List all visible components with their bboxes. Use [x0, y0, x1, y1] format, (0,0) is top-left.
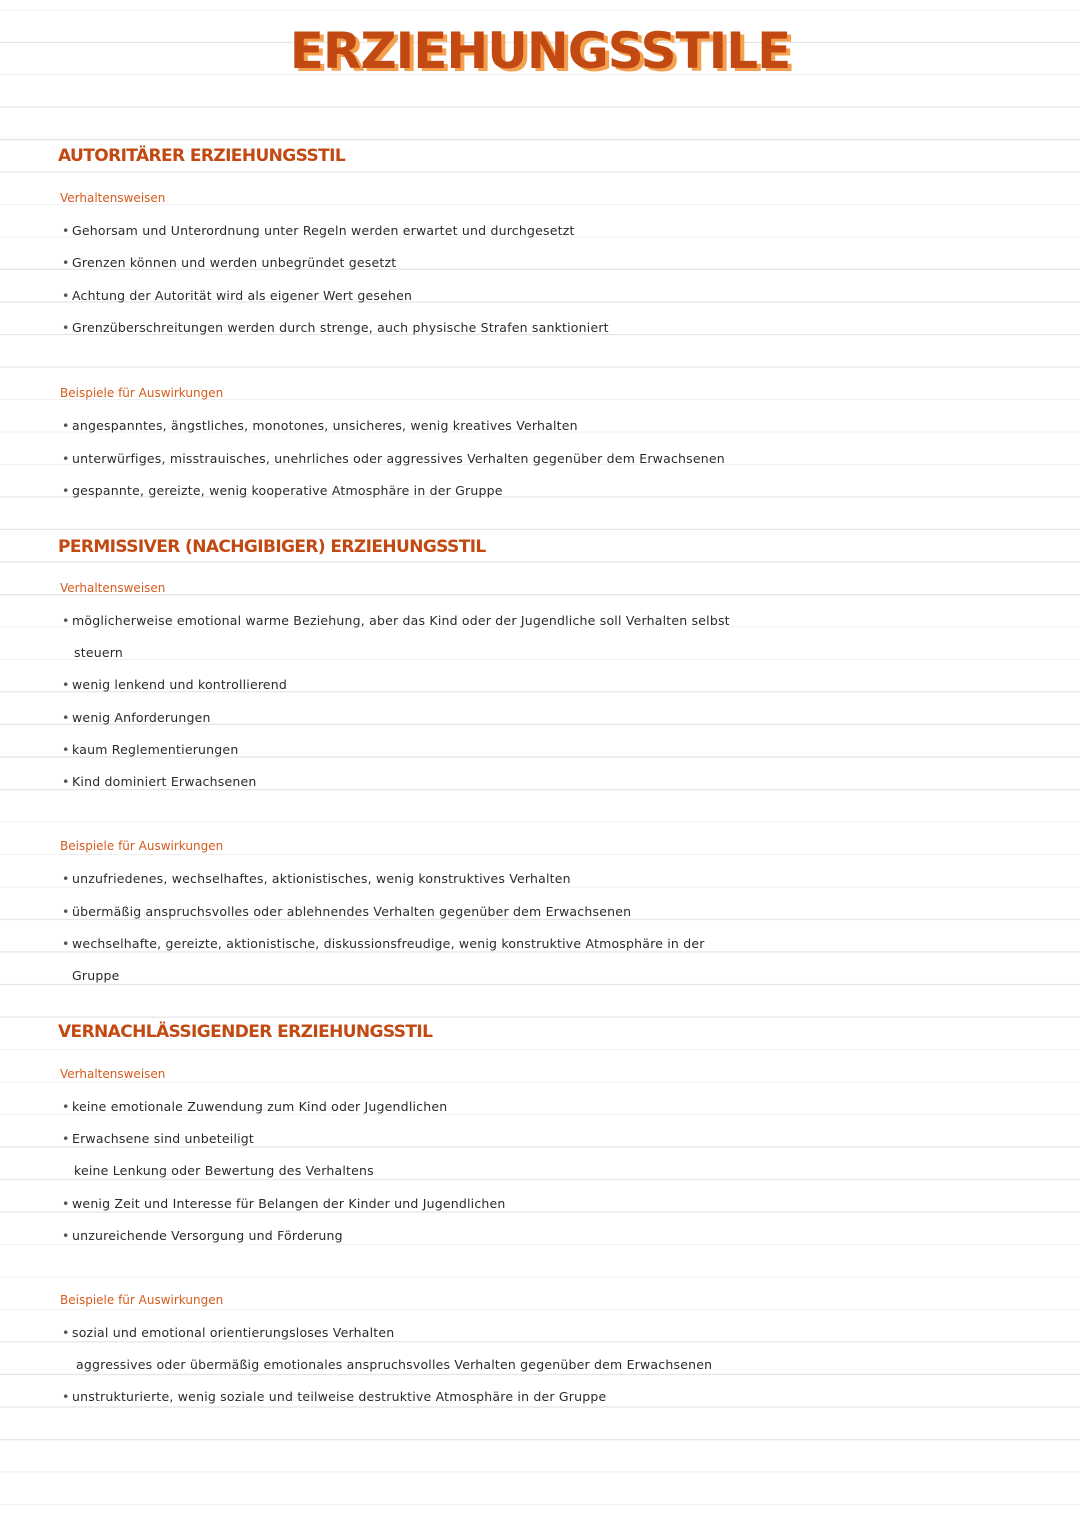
bullet-icon: •	[62, 710, 70, 725]
list-item: • möglicherweise emotional warme Beziehung, aber das Kind oder der Jugendliche soll Verhalten selbst	[62, 613, 730, 628]
list-item: • Gehorsam und Unterordnung unter Regeln werden erwartet und durchgesetzt	[62, 223, 575, 238]
list-item: • Erwachsene sind unbeteiligt	[62, 1131, 255, 1146]
list-item: • unzureichende Versorgung und Förderung	[62, 1228, 343, 1243]
effects-label: Beispiele für Auswirkungen	[60, 1293, 224, 1307]
list-item: • Kind dominiert Erwachsenen	[62, 774, 257, 789]
bullet-icon: •	[62, 255, 70, 270]
bullet-icon: •	[62, 483, 70, 498]
list-item: • keine emotionale Zuwendung zum Kind oder Jugendlichen	[62, 1099, 448, 1114]
list-item: • wenig Zeit und Interesse für Belangen der Kinder und Jugendlichen	[62, 1196, 506, 1211]
bullet-icon: •	[62, 904, 70, 919]
bullet-icon: •	[62, 418, 70, 433]
behaviors-label: Verhaltensweisen	[60, 1067, 166, 1081]
section-heading-authoritarian: AUTORITÄRER ERZIEHUNGSSTIL	[58, 146, 346, 166]
bullet-icon: •	[62, 1325, 70, 1340]
list-item: • Achtung der Autorität wird als eigener Wert gesehen	[62, 288, 413, 303]
section-heading-permissive: PERMISSIVER (NACHGIBIGER) ERZIEHUNGSSTIL	[58, 537, 486, 557]
list-item: • wechselhafte, gereizte, aktionistische, diskussionsfreudige, wenig konstruktive Atmosphäre in der	[62, 936, 705, 951]
list-item: • wenig Anforderungen	[62, 710, 211, 725]
list-item: • unterwürfiges, misstrauisches, unehrliches oder aggressives Verhalten gegenüber dem Erwachsenen	[62, 451, 725, 466]
list-item: • gespannte, gereizte, wenig kooperative Atmosphäre in der Gruppe	[62, 483, 503, 498]
list-item: • sozial und emotional orientierungsloses Verhalten	[62, 1325, 395, 1340]
section-heading-neglectful: VERNACHLÄSSIGENDER ERZIEHUNGSSTIL	[58, 1022, 433, 1042]
list-item: • wenig lenkend und kontrollierend	[62, 677, 288, 692]
list-item: • Grenzüberschreitungen werden durch strenge, auch physische Strafen sanktioniert	[62, 320, 609, 335]
bullet-icon: •	[62, 1099, 70, 1114]
bullet-icon: •	[62, 613, 70, 628]
bullet-icon: •	[62, 288, 70, 303]
list-item: • unzufriedenes, wechselhaftes, aktionistisches, wenig konstruktives Verhalten	[62, 871, 571, 886]
list-item-continuation: steuern	[74, 645, 123, 660]
bullet-icon: •	[62, 320, 70, 335]
bullet-icon: •	[62, 677, 70, 692]
list-item: • Grenzen können und werden unbegründet gesetzt	[62, 255, 397, 270]
list-item: • übermäßig anspruchsvolles oder ablehnendes Verhalten gegenüber dem Erwachsenen	[62, 904, 632, 919]
bullet-icon: •	[62, 1389, 70, 1404]
behaviors-label: Verhaltensweisen	[60, 581, 166, 595]
bullet-icon: •	[62, 223, 70, 238]
bullet-icon: •	[62, 1228, 70, 1243]
effects-label: Beispiele für Auswirkungen	[60, 386, 224, 400]
bullet-icon: •	[62, 1196, 70, 1211]
page-title: ERZIEHUNGSSTILE	[289, 22, 791, 80]
bullet-icon: •	[62, 1131, 70, 1146]
list-item: • kaum Reglementierungen	[62, 742, 239, 757]
list-item-continuation: Gruppe	[72, 968, 120, 983]
bullet-icon: •	[62, 742, 70, 757]
bullet-icon: •	[62, 871, 70, 886]
list-item-continuation: aggressives oder übermäßig emotionales anspruchsvolles Verhalten gegenüber dem Erwachsenen	[76, 1357, 713, 1372]
bullet-icon: •	[62, 774, 70, 789]
bullet-icon: •	[62, 451, 70, 466]
bullet-icon: •	[62, 936, 70, 951]
effects-label: Beispiele für Auswirkungen	[60, 839, 224, 853]
list-item: • unstrukturierte, wenig soziale und teilweise destruktive Atmosphäre in der Gruppe	[62, 1389, 607, 1404]
behaviors-label: Verhaltensweisen	[60, 191, 166, 205]
list-item-continuation: keine Lenkung oder Bewertung des Verhaltens	[74, 1163, 374, 1178]
list-item: • angespanntes, ängstliches, monotones, unsicheres, wenig kreatives Verhalten	[62, 418, 578, 433]
